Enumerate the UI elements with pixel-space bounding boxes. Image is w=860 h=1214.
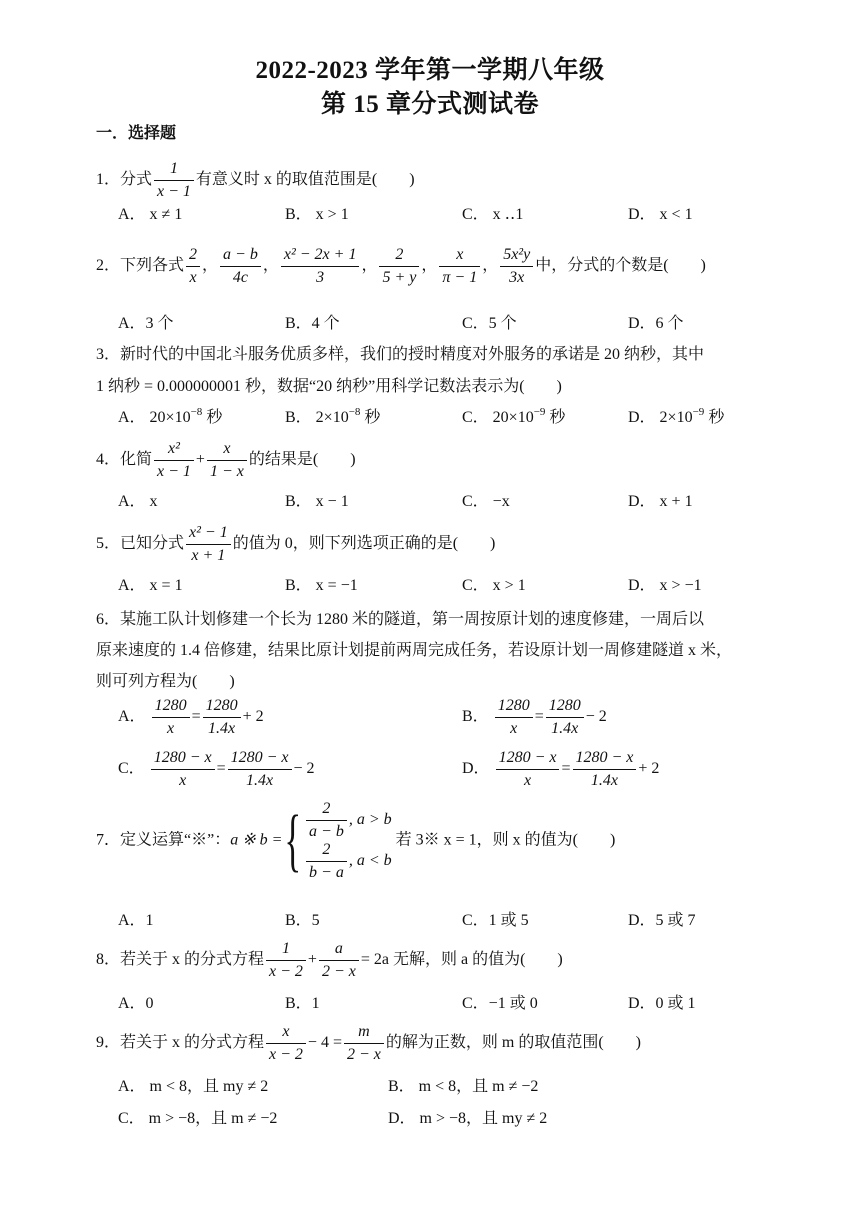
- question-8: [96, 940, 563, 981]
- q6-b-ld: x: [510, 720, 518, 737]
- q8-fraction-1: [266, 940, 306, 981]
- q5-option-d[interactable]: D． x > −1: [628, 577, 702, 594]
- q7-suffix: 若 3※ x = 1，则 x 的值为( ): [395, 831, 616, 849]
- q1-num: 1: [154, 160, 194, 181]
- q8-option-a[interactable]: A．0: [118, 995, 154, 1012]
- q7-c1-den: a − b: [309, 823, 344, 840]
- q6-c-tail: − 2: [293, 760, 315, 778]
- q4-fraction-2: [207, 440, 247, 481]
- section-heading: 一．选择题: [96, 125, 177, 142]
- q1-den: x − 1: [157, 183, 191, 200]
- question-1: [96, 160, 415, 201]
- q6-b-rn: 1280: [546, 697, 584, 718]
- q7-prefix: 7．定义运算“※”：: [96, 831, 231, 849]
- q6-b-ln: 1280: [495, 697, 533, 718]
- q6-a-tail: + 2: [242, 708, 264, 726]
- q5-fraction: [186, 524, 231, 565]
- q2-f2-den: 4c: [232, 269, 248, 286]
- q4-f2-den: 1 − x: [209, 463, 244, 480]
- q6-a-rn: 1280: [203, 697, 241, 718]
- q7-c1-frac: [306, 800, 347, 841]
- q2-option-a[interactable]: A．3 个: [118, 315, 174, 332]
- q7-c2-den: b − a: [309, 864, 344, 881]
- question-9: [96, 1023, 641, 1064]
- q3-d-unit: 秒: [708, 409, 725, 426]
- q2-f6-den: 3x: [509, 269, 525, 286]
- q6-d-right: [573, 749, 637, 790]
- q6-b-left: [495, 697, 533, 738]
- q2-option-d[interactable]: D．6 个: [628, 315, 684, 332]
- q4-f2-num: x: [207, 440, 247, 461]
- q2-option-b[interactable]: B．4 个: [285, 315, 340, 332]
- q7-cases: [304, 800, 392, 882]
- q1-option-c[interactable]: C． x ‥1: [462, 206, 524, 223]
- q8-plus: +: [307, 951, 317, 969]
- q6-b-label: B．: [462, 708, 489, 726]
- question-2: [96, 246, 706, 287]
- q2-comma: ，: [202, 257, 219, 275]
- q9-mid: − 4 =: [307, 1034, 342, 1052]
- q2-f5-den: π − 1: [442, 269, 478, 286]
- q6-b-tail: − 2: [585, 708, 607, 726]
- q2-fraction-1: [186, 246, 200, 287]
- q5-option-c[interactable]: C． x > 1: [462, 577, 526, 594]
- q1-option-a[interactable]: A． x ≠ 1: [118, 206, 183, 223]
- q7-c1-cond: , a > b: [348, 811, 392, 829]
- q6-c-label: C．: [118, 760, 145, 778]
- question-6-line-1: 6．某施工队计划修建一个长为 1280 米的隧道，第一周按原计划的速度修建，一周后以: [96, 611, 705, 628]
- q4-f1-den: x − 1: [157, 463, 191, 480]
- q3-a-unit: 秒: [206, 409, 223, 426]
- q8-suffix: = 2a 无解，则 a 的值为( ): [360, 951, 563, 969]
- q6-option-d[interactable]: [462, 749, 659, 790]
- q2-comma: ，: [482, 257, 499, 275]
- q3-c-unit: 秒: [549, 409, 566, 426]
- q4-fraction-1: [154, 440, 194, 481]
- q7-option-c[interactable]: C．1 或 5: [462, 912, 529, 929]
- q3-d-exp: −9: [692, 406, 705, 418]
- q7-expr: a ※ b =: [230, 831, 283, 849]
- q4-f1-num: x²: [154, 440, 194, 461]
- q6-a-rd: 1.4x: [208, 720, 236, 737]
- q2-f1-num: 2: [186, 246, 200, 267]
- q7-option-a[interactable]: A．1: [118, 912, 154, 929]
- q6-d-rn: 1280 − x: [573, 749, 637, 770]
- q2-f4-num: 2: [379, 246, 419, 267]
- q6-d-rd: 1.4x: [590, 772, 618, 789]
- q2-fraction-3: [281, 246, 360, 287]
- q8-option-b[interactable]: B．1: [285, 995, 320, 1012]
- q9-option-c[interactable]: C． m > −8，且 m ≠ −2: [118, 1110, 278, 1127]
- q3-b-exp: −8: [348, 406, 361, 418]
- q6-b-rd: 1.4x: [551, 720, 579, 737]
- q7-option-b[interactable]: B．5: [285, 912, 320, 929]
- q7-case-1: [304, 800, 392, 841]
- q3-d-text: D． 2×10: [628, 409, 693, 426]
- q9-f1-den: x − 2: [269, 1046, 303, 1063]
- q2-fraction-2: [220, 246, 261, 287]
- question-3-line-1: 3．新时代的中国北斗服务优质多样，我们的授时精度对外服务的承诺是 20 纳秒，其中: [96, 346, 705, 363]
- q9-fraction-1: [266, 1023, 306, 1064]
- q2-f4-den: 5 + y: [382, 269, 417, 286]
- q8-option-d[interactable]: D．0 或 1: [628, 995, 696, 1012]
- q2-fraction-6: [500, 246, 533, 287]
- q6-c-left: [151, 749, 215, 790]
- q4-prefix: 4．化简: [96, 451, 153, 469]
- q2-f5-num: x: [439, 246, 480, 267]
- q4-plus: +: [195, 451, 205, 469]
- q4-option-b[interactable]: B． x − 1: [285, 493, 349, 510]
- q9-f2-num: m: [344, 1023, 384, 1044]
- q2-option-c[interactable]: C．5 个: [462, 315, 517, 332]
- q9-f1-num: x: [266, 1023, 306, 1044]
- q3-c-exp: −9: [533, 406, 546, 418]
- q7-c1-num: 2: [306, 800, 347, 821]
- question-6-line-3: 则可列方程为( ): [96, 673, 235, 690]
- q6-c-right: [228, 749, 292, 790]
- q6-c-rn: 1280 − x: [228, 749, 292, 770]
- q6-a-label: A．: [118, 708, 146, 726]
- q6-a-ld: x: [167, 720, 175, 737]
- q6-option-a[interactable]: [118, 697, 264, 738]
- question-5: [96, 524, 495, 565]
- question-6-line-2: 原来速度的 1.4 倍修建，结果比原计划提前两周完成任务，若设原计划一周修建隧道 x 米，: [96, 642, 733, 659]
- q1-option-d[interactable]: D． x < 1: [628, 206, 693, 223]
- q9-option-a[interactable]: A． m < 8，且 my ≠ 2: [118, 1078, 269, 1095]
- q6-a-right: [203, 697, 241, 738]
- page-title: 2022-2023 学年第一学期八年级: [255, 57, 605, 84]
- q6-d-eq: =: [561, 760, 571, 778]
- q8-prefix: 8．若关于 x 的分式方程: [96, 951, 265, 969]
- q2-f2-num: a − b: [220, 246, 261, 267]
- q2-comma: ，: [361, 257, 378, 275]
- q6-c-eq: =: [216, 760, 226, 778]
- q4-option-a[interactable]: A． x: [118, 493, 158, 510]
- q6-c-ld: x: [179, 772, 187, 789]
- q7-c2-num: 2: [306, 841, 347, 862]
- q7-c2-frac: [306, 841, 347, 882]
- q7-option-d[interactable]: D．5 或 7: [628, 912, 696, 929]
- q3-c-text: C． 20×10: [462, 409, 534, 426]
- q2-comma: ，: [421, 257, 438, 275]
- q4-option-c[interactable]: C． −x: [462, 493, 510, 510]
- q7-c2-cond: , a < b: [348, 852, 392, 870]
- q6-a-eq: =: [191, 708, 201, 726]
- q3-a-text: A． 20×10: [118, 409, 191, 426]
- q6-d-label: D．: [462, 760, 490, 778]
- q6-b-eq: =: [534, 708, 544, 726]
- q5-prefix: 5．已知分式: [96, 535, 185, 553]
- q6-d-ln: 1280 − x: [496, 749, 560, 770]
- q2-fraction-4: [379, 246, 419, 287]
- q3-option-a[interactable]: [118, 408, 222, 429]
- q3-b-text: B． 2×10: [285, 409, 349, 426]
- q6-a-ln: 1280: [152, 697, 190, 718]
- q1-prefix: 1．分式: [96, 171, 153, 189]
- q2-comma: ，: [262, 257, 279, 275]
- q9-f2-den: 2 − x: [346, 1046, 381, 1063]
- q9-prefix: 9．若关于 x 的分式方程: [96, 1034, 265, 1052]
- q1-option-b[interactable]: B． x > 1: [285, 206, 349, 223]
- question-4: [96, 440, 356, 481]
- q3-b-unit: 秒: [364, 409, 381, 426]
- q2-prefix: 2．下列各式: [96, 257, 185, 275]
- q2-suffix: 中，分式的个数是( ): [535, 257, 706, 275]
- q8-fraction-2: [319, 940, 359, 981]
- q2-fraction-5: [439, 246, 480, 287]
- q6-c-ln: 1280 − x: [151, 749, 215, 770]
- q5-suffix: 的值为 0，则下列选项正确的是( ): [232, 535, 496, 553]
- q2-f1-den: x: [189, 269, 197, 286]
- q3-a-exp: −8: [190, 406, 203, 418]
- q9-option-b[interactable]: B． m < 8，且 m ≠ −2: [388, 1078, 539, 1095]
- q5-num: x² − 1: [186, 524, 231, 545]
- q8-f1-num: 1: [266, 940, 306, 961]
- question-3-line-2: 1 纳秒 = 0.000000001 秒，数据“20 纳秒”用科学记数法表示为( ): [96, 378, 562, 395]
- q9-suffix: 的解为正数，则 m 的取值范围( ): [385, 1034, 641, 1052]
- q5-den: x + 1: [191, 547, 226, 564]
- q5-option-a[interactable]: A． x = 1: [118, 577, 183, 594]
- q3-option-d[interactable]: [628, 408, 724, 429]
- q6-c-rd: 1.4x: [246, 772, 274, 789]
- question-7: [96, 800, 615, 882]
- q2-f6-num: 5x²y: [500, 246, 533, 267]
- q7-case-2: [304, 841, 392, 882]
- q8-f2-den: 2 − x: [321, 963, 356, 980]
- q8-f2-num: a: [319, 940, 359, 961]
- page-subtitle: 第 15 章分式测试卷: [320, 91, 539, 118]
- q6-d-ld: x: [523, 772, 532, 789]
- q1-fraction: [154, 160, 194, 201]
- q5-option-b[interactable]: B． x = −1: [285, 577, 358, 594]
- q6-b-right: [546, 697, 584, 738]
- q6-d-left: [496, 749, 560, 790]
- q2-f3-num: x² − 2x + 1: [281, 246, 360, 267]
- q6-option-c[interactable]: [118, 749, 315, 790]
- q1-suffix: 有意义时 x 的取值范围是( ): [195, 171, 415, 189]
- q6-a-left: [152, 697, 190, 738]
- q3-option-c[interactable]: [462, 408, 565, 429]
- q2-f3-den: 3: [316, 269, 325, 286]
- q7-brace: {: [284, 802, 302, 879]
- q9-fraction-2: [344, 1023, 384, 1064]
- q4-suffix: 的结果是( ): [248, 451, 356, 469]
- q9-option-d[interactable]: D． m > −8，且 my ≠ 2: [388, 1110, 548, 1127]
- q4-option-d[interactable]: D． x + 1: [628, 493, 693, 510]
- q6-d-tail: + 2: [638, 760, 660, 778]
- q8-f1-den: x − 2: [269, 963, 303, 980]
- q6-option-b[interactable]: [462, 697, 607, 738]
- q8-option-c[interactable]: C．−1 或 0: [462, 995, 538, 1012]
- q3-option-b[interactable]: [285, 408, 380, 429]
